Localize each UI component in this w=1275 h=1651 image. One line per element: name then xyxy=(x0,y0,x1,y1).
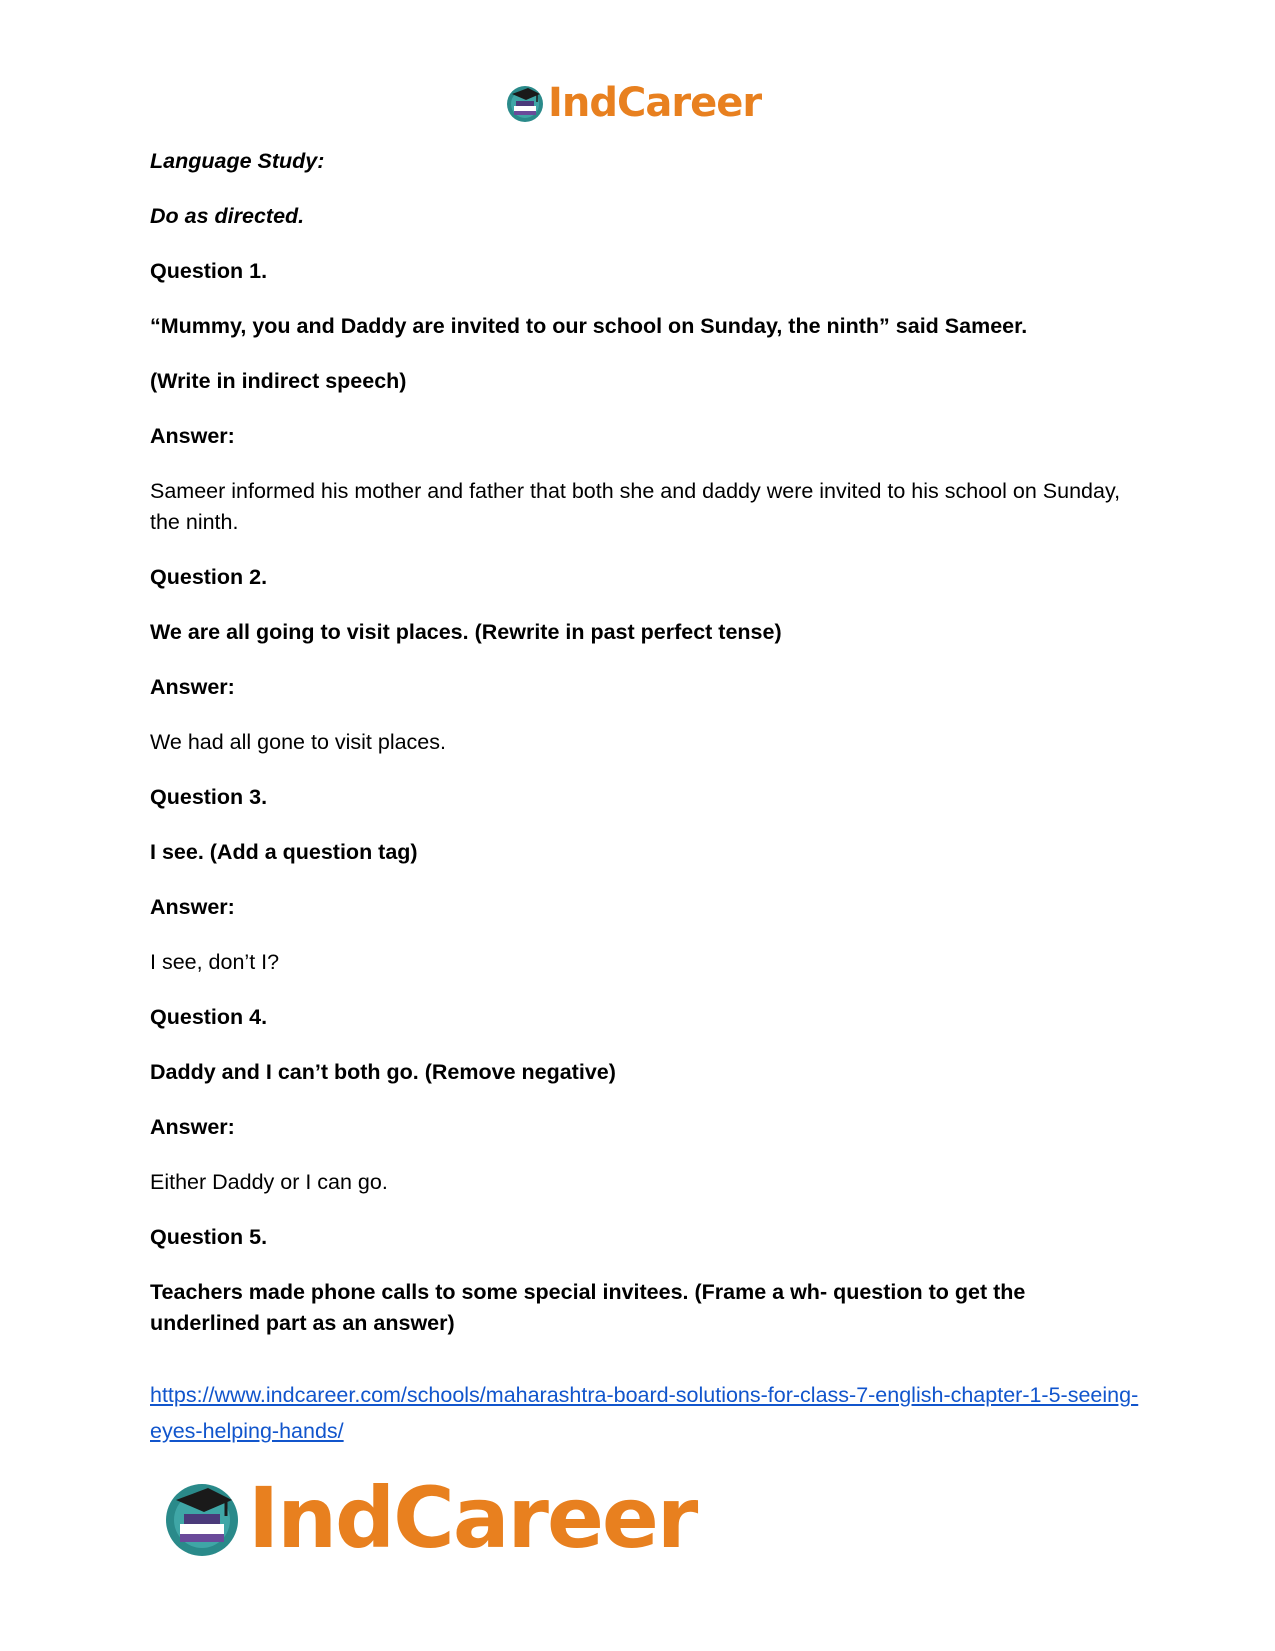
header-logo-text: IndCareer xyxy=(548,80,762,126)
question-4-text: Daddy and I can’t both go. (Remove negative) xyxy=(150,1060,616,1084)
question-2-text: We are all going to visit places. (Rewrite in past perfect tense) xyxy=(150,620,782,644)
question-4-answer: Either Daddy or I can go. xyxy=(150,1170,388,1194)
question-5-text: Teachers made phone calls to some special invitees. (Frame a wh- question to get the underlined part as an answer) xyxy=(150,1280,1026,1335)
question-2-answer-label: Answer: xyxy=(150,675,235,699)
question-5-label: Question 5. xyxy=(150,1225,268,1249)
footer-logo-text: IndCareer xyxy=(248,1469,697,1567)
question-1-text: “Mummy, you and Daddy are invited to our school on Sunday, the ninth” said Sameer. xyxy=(150,314,1028,338)
source-link[interactable]: https://www.indcareer.com/schools/maharashtra-board-solutions-for-class-7-english-chapter-1-5-seeing-eyes-helping-hands/ xyxy=(150,1383,1139,1443)
question-4-answer-label: Answer: xyxy=(150,1115,235,1139)
question-3-label: Question 3. xyxy=(150,785,268,809)
footer-logo xyxy=(160,1469,697,1567)
graduation-globe-icon xyxy=(504,82,546,124)
question-2-label: Question 2. xyxy=(150,565,268,589)
question-4-label: Question 4. xyxy=(150,1005,268,1029)
question-1-direction: (Write in indirect speech) xyxy=(150,369,407,393)
header-logo xyxy=(504,80,761,126)
document-body xyxy=(150,146,1140,1473)
question-2-answer: We had all gone to visit places. xyxy=(150,730,446,754)
section-heading: Language Study: xyxy=(150,149,325,173)
question-3-text: I see. (Add a question tag) xyxy=(150,840,418,864)
instruction: Do as directed. xyxy=(150,204,305,228)
question-1-label: Question 1. xyxy=(150,259,268,283)
question-3-answer-label: Answer: xyxy=(150,895,235,919)
question-3-answer: I see, don’t I? xyxy=(150,950,280,974)
graduation-globe-icon xyxy=(160,1476,244,1560)
question-1-answer-label: Answer: xyxy=(150,424,235,448)
question-1-answer: Sameer informed his mother and father that both she and daddy were invited to his school on Sunday, the ninth. xyxy=(150,479,1121,534)
